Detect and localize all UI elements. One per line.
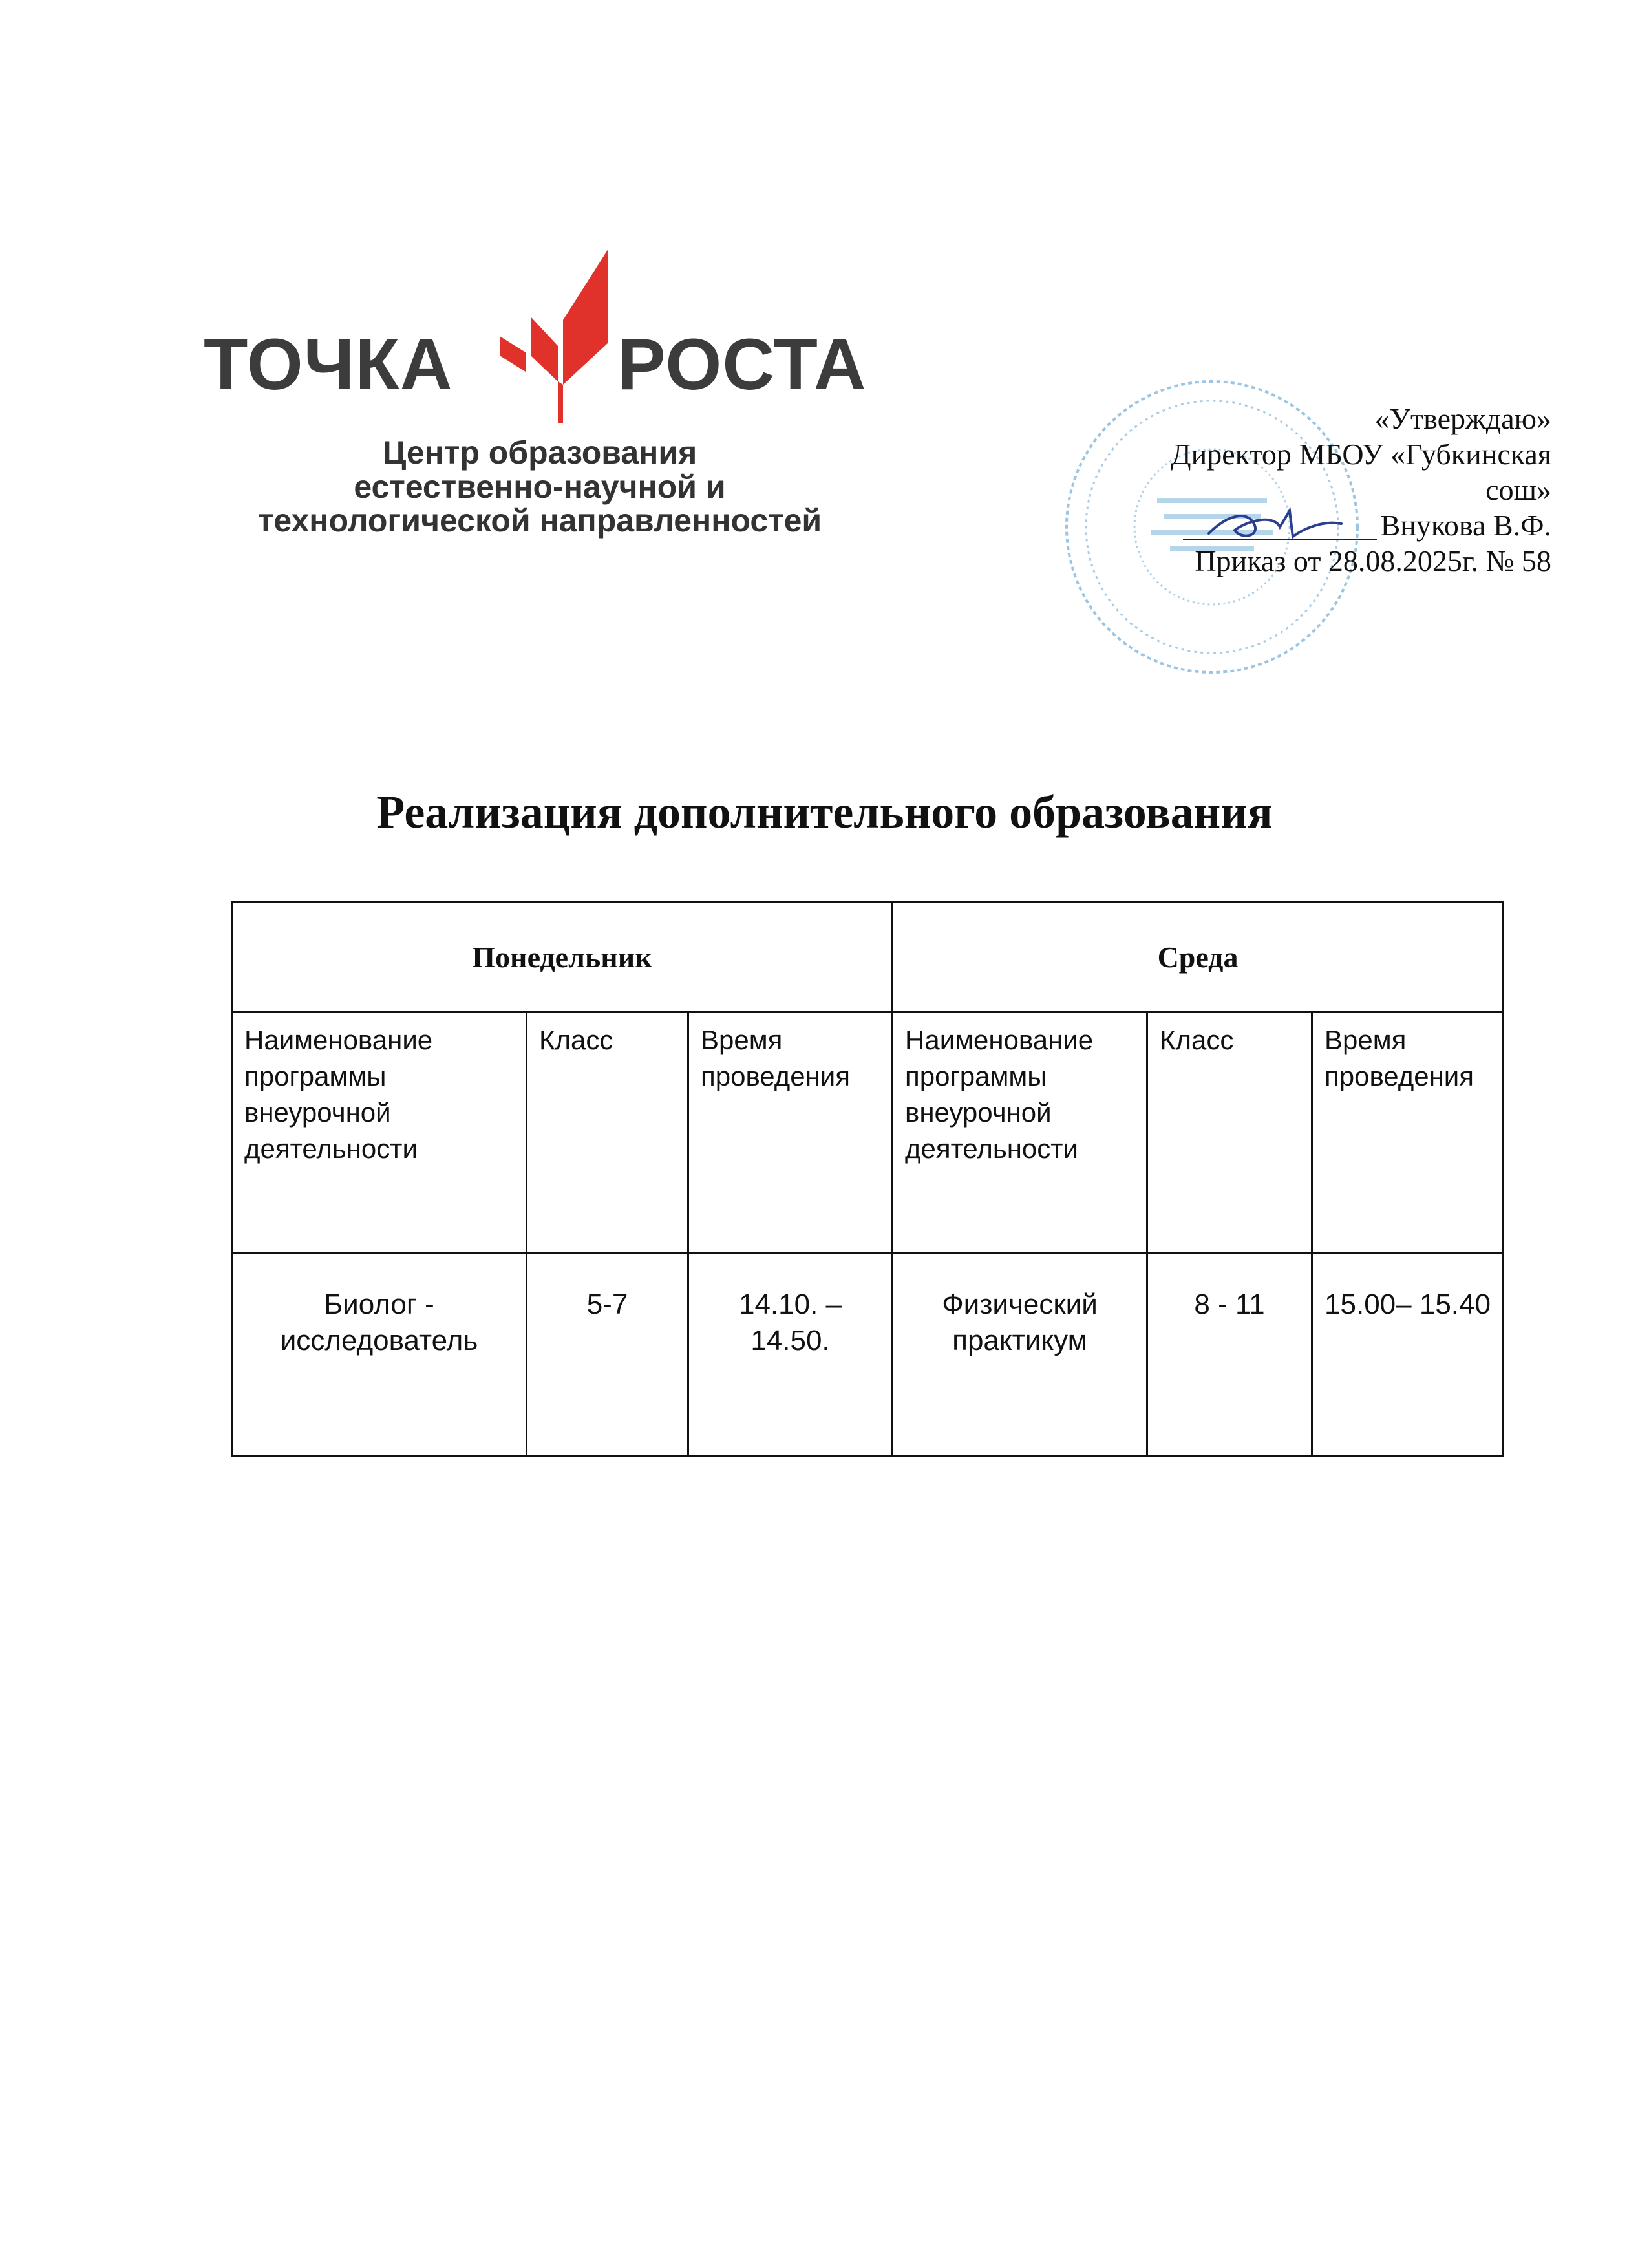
order-reference: Приказ от 28.08.2025г. № 58 [1195,544,1551,577]
signature-row [1099,508,1551,543]
day-header-wednesday: Среда [893,902,1504,1012]
monday-time-cell: 14.10. – 14.50. [688,1254,893,1456]
column-header-program: Наименование программы внеурочной деятельности [893,1012,1147,1254]
director-name: Внукова В.Ф. [1380,509,1551,542]
column-header-class: Класс [527,1012,688,1254]
column-header-class: Класс [1147,1012,1312,1254]
page-title: Реализация дополнительного образования [376,786,1273,838]
wednesday-program-cell: Физический практикум [893,1254,1147,1456]
logo-subtitle-line: Центр образования [382,434,697,471]
tochka-rosta-logo [165,249,915,553]
table-row [232,1254,1504,1456]
wednesday-time-cell: 15.00– 15.40 [1312,1254,1504,1456]
logo-subtitle-line: естественно-научной и [354,469,726,505]
column-header-time: Время проведения [1312,1012,1504,1254]
column-header-row [232,1012,1504,1254]
column-header-time: Время проведения [688,1012,893,1254]
day-header-monday: Понедельник [232,902,893,1012]
column-header-program: Наименование программы внеурочной деятельности [232,1012,527,1254]
logo-word-right: РОСТА [617,324,867,405]
monday-program-cell: Биолог - исследователь [232,1254,527,1456]
day-header-row [232,902,1504,1012]
handwritten-signature [1202,501,1345,546]
approval-block [1099,401,1551,579]
logo-sprout-icon [493,249,622,423]
logo-subtitle-line: технологической направленностей [257,502,822,539]
approval-position: Директор МБОУ «Губкинская [1171,438,1551,471]
monday-class-cell: 5-7 [527,1254,688,1456]
approval-position-cont: сош» [1485,473,1551,506]
logo-word-left: ТОЧКА [204,324,453,405]
schedule-table [231,901,1504,1457]
wednesday-class-cell: 8 - 11 [1147,1254,1312,1456]
approval-heading: «Утверждаю» [1374,402,1551,435]
